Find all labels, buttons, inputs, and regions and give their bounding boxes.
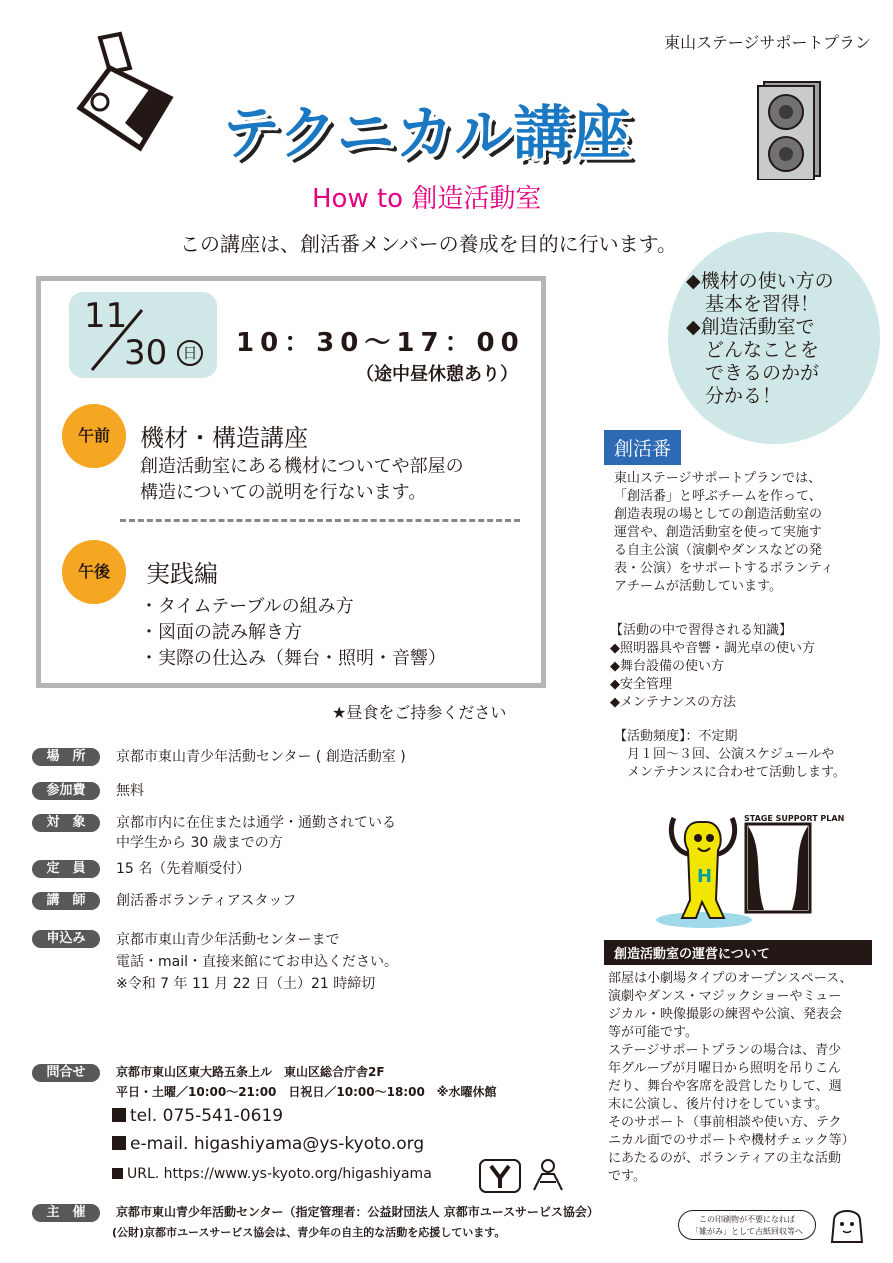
contact-tel[interactable]: tel. 075-541-0619 [112,1106,283,1126]
square-bullet-icon [112,1108,126,1122]
square-bullet-icon [112,1168,123,1179]
kyoto-kids-logo-icon [526,1156,570,1196]
am-description: 創造活動室にある機材についてや部屋の 構造についての説明を行ないます。 [140,456,464,503]
divider [120,519,520,522]
contact-url[interactable]: URL. https://www.ys-kyoto.org/higashiyama [112,1166,432,1182]
recycle-mascot-icon [824,1200,870,1250]
target-value: 京都市内に在住または通学・通勤されている 中学生から 30 歳までの方 [116,815,396,851]
venue-value: 京都市東山青少年活動センター ( 創造活動室 ) [116,749,406,765]
date-month: 11 [84,296,128,336]
capacity-label: 定 員 [32,860,100,878]
pm-title: 実践編 [146,560,218,588]
lunch-note: ★昼食をご持参ください [332,703,507,722]
pm-badge: 午後 [62,540,126,604]
am-title: 機材・構造講座 [140,424,308,452]
sokatsuban-description: 東山ステージサポートプランでは、 「創活番」と呼ぶチームを作って、 創造表現の場としての創造活動室の 運営や、創造活動室を使って実施す る自主公演（演劇やダンスなどの発 表・公演）をサポートするボランティ アチームが活動しています。 [614,471,834,594]
operations-header: 創造活動室の運営について [604,940,872,965]
contact-label: 問合せ [32,1064,100,1082]
target-label: 対 象 [32,814,100,832]
contact-hours: 平日・土曜／10:00〜21:00 日祝日／10:00〜18:00 ※水曜休館 [116,1085,497,1099]
mascot-letter: H [697,866,713,887]
fee-value: 無料 [116,783,144,799]
pm-description: ・タイムテーブルの組み方 ・図面の読み解き方 ・実際の仕込み（舞台・照明・音響） [140,596,446,669]
event-time: 10：30〜17：00 [236,328,525,358]
contact-email[interactable]: e-mail. higashiyama@ys-kyoto.org [112,1134,424,1154]
operations-body: 部屋は小劇場タイプのオープンスペース、 演劇やダンス・マジックショーやミュー ジカル・映像撮影の練習や公演、発表会 等が可能です。 ステージサポートプランの場合は、青少 年グループが月曜日から照明を吊りこん だり、舞台や客席を設営したりして、週 末に公演し、後片付けをしています。 そのサポート（事前相談や使い方、テク ニカル面でのサポートや機材チェック等） にあたるのが、ボランティアの主な活動 です。 [608,971,855,1184]
date-day: 30 [124,333,168,373]
contact-address: 京都市東山区東大路五条上ル 東山区総合庁舎2F [116,1065,385,1079]
square-bullet-icon [112,1136,126,1150]
purpose-text: この講座は、創活番メンバーの養成を目的に行います。 [180,232,677,256]
host-label: 主 催 [32,1204,100,1222]
plan-label: 東山ステージサポートプラン [664,33,871,52]
lecturer-label: 講 師 [32,892,100,910]
sokatsuban-skills: 【活動の中で習得される知識】 ◆照明器具や音響・調光卓の使い方 ◆舞台設備の使い方 ◆安全管理 ◆メンテナンスの方法 [610,623,815,710]
page-title: テクニカル講座 [222,99,632,167]
apply-value: 京都市東山青少年活動センターまで 電話・mail・直接来館にてお申込ください。 ※令和 7 年 11 月 22 日（土）21 時締切 [116,932,398,992]
sokatsuban-frequency: 【活動頻度】：不定期 月１回〜３回、公演スケジュールや メンテナンスに合わせて活動します。 [614,729,846,780]
host-name: 京都市東山青少年活動センター（指定管理者：公益財団法人 京都市ユースサービス協会） [116,1205,599,1219]
capacity-value: 15 名（先着順受付） [116,861,251,877]
am-badge: 午前 [62,404,126,468]
venue-label: 場 所 [32,748,100,766]
fee-label: 参加費 [32,782,100,800]
mascot-sign: STAGE SUPPORT PLAN [744,814,845,823]
mascot-illustration [654,810,874,930]
sokatsuban-tag: 創活番 [604,430,681,465]
spotlight-icon [70,28,180,158]
host-note: (公財)京都市ユースサービス協会は、青少年の自主的な活動を応援しています。 [112,1226,506,1239]
youth-logo-icon [478,1158,522,1194]
lecturer-value: 創活番ボランティアスタッフ [116,893,297,909]
event-time-note: （途中昼休憩あり） [356,364,518,385]
date-weekday: 日 [177,340,203,366]
apply-label: 申込み [32,930,100,948]
highlight-text: ◆機材の使い方の 基本を習得！ ◆創造活動室で どんなことを できるのかが 分かる！ [686,270,834,407]
recycle-note: この印刷物が不要になれば 「雑がみ」として古紙回収等へ [678,1210,816,1240]
speaker-icon [756,78,824,180]
page-subtitle: How to 創造活動室 [312,184,542,214]
